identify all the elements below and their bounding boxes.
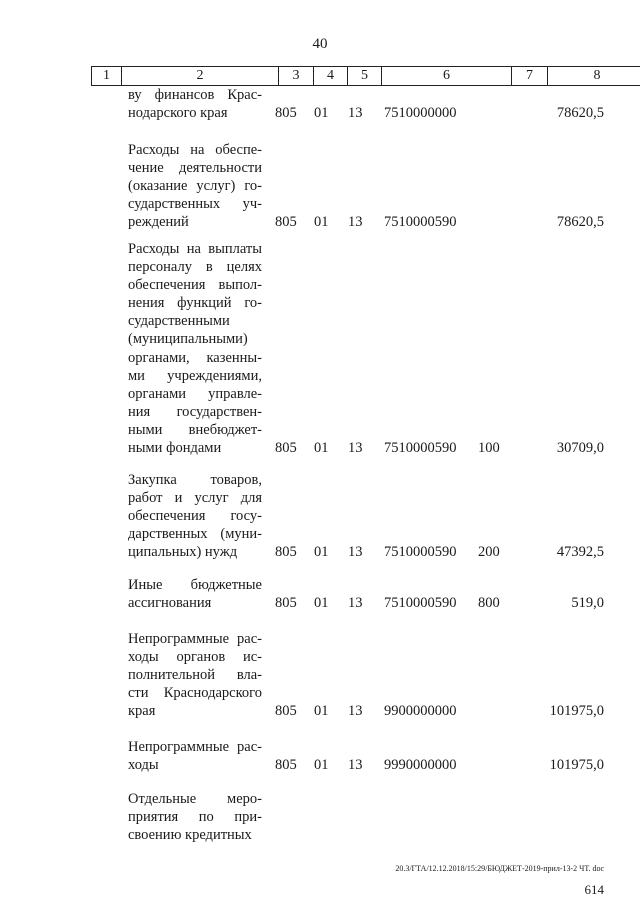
row-name-line: ными фондами — [128, 440, 222, 457]
header-col-1: 1 — [92, 67, 122, 85]
cell-col-4: 01 — [314, 440, 329, 457]
header-col-8: 8 — [593, 68, 601, 83]
header-col-4: 4 — [314, 67, 348, 85]
row-name-line: (оказание услуг) го- — [128, 178, 262, 195]
page-number: 40 — [312, 36, 328, 52]
row-name-line: ходы органов ис- — [128, 649, 262, 666]
cell-col-7: 800 — [478, 595, 500, 612]
header-col-6: 6 — [382, 67, 512, 85]
row-name-line: сударственных уч- — [128, 196, 262, 213]
row-name-line: ципальных) нужд — [128, 544, 238, 561]
cell-col-8: 47392,5 — [556, 544, 604, 561]
cell-col-8: 78620,5 — [556, 214, 604, 231]
row-name-line: Непрограммные рас- — [128, 739, 262, 755]
row-name-line: нодарского края — [128, 105, 228, 122]
row-name-line: нения функций го- — [128, 295, 262, 312]
cell-col-4: 01 — [314, 703, 329, 720]
header-col-5: 5 — [348, 67, 382, 85]
header-col-2: 2 — [122, 67, 279, 85]
row-name — [128, 630, 262, 720]
cell-col-6: 7510000590 — [384, 440, 457, 457]
cell-col-3: 805 — [275, 703, 297, 720]
row-name-line: обеспечения выпол- — [128, 277, 262, 294]
cell-col-8: 101975,0 — [549, 757, 604, 774]
cell-col-4: 01 — [314, 214, 329, 231]
row-name-line: Закупка товаров, — [128, 472, 262, 488]
row-name-line: края — [128, 703, 156, 720]
cell-col-6: 9990000000 — [384, 757, 457, 774]
row-name-line: Расходы на обеспе- — [128, 142, 262, 158]
cell-col-8: 78620,5 — [556, 105, 604, 122]
row-name-line: Расходы на выплаты — [128, 241, 262, 257]
cell-col-4: 01 — [314, 595, 329, 612]
row-name-line: сударственными — [128, 313, 230, 330]
cell-col-5: 13 — [348, 214, 363, 231]
cell-col-4: 01 — [314, 544, 329, 561]
row-name — [128, 790, 262, 844]
header-col-7: 7 — [512, 67, 548, 85]
row-name-line: чение деятельности — [128, 160, 262, 177]
row-name-line: дарственных (муни- — [128, 526, 262, 543]
header-col-3: 3 — [279, 67, 314, 85]
cell-col-3: 805 — [275, 440, 297, 457]
cell-col-8: 30709,0 — [556, 440, 604, 457]
row-name-line: обеспечения госу- — [128, 508, 262, 525]
cell-col-5: 13 — [348, 595, 363, 612]
cell-col-8: 519,0 — [571, 595, 604, 612]
row-name-line: работ и услуг для — [128, 490, 262, 507]
row-name-line: реждений — [128, 214, 189, 231]
cell-col-5: 13 — [348, 105, 363, 122]
row-name-line: (муниципальными) — [128, 331, 248, 348]
table-header — [91, 66, 640, 86]
cell-col-5: 13 — [348, 440, 363, 457]
cell-col-7: 200 — [478, 544, 500, 561]
row-name — [128, 576, 262, 612]
row-name-line: органами, казенны- — [128, 349, 262, 366]
cell-col-3: 805 — [275, 595, 297, 612]
cell-col-4: 01 — [314, 757, 329, 774]
row-name-line: ву финансов Крас- — [128, 87, 262, 103]
cell-col-7: 100 — [478, 440, 500, 457]
cell-col-3: 805 — [275, 214, 297, 231]
row-name-line: ассигнования — [128, 595, 212, 612]
row-name-line: Отдельные меро- — [128, 791, 262, 807]
row-name-line: персоналу в целях — [128, 259, 262, 276]
row-name-line: сти Краснодарского — [128, 685, 262, 702]
cell-col-6: 7510000590 — [384, 214, 457, 231]
row-name — [128, 86, 262, 122]
row-name-line: органами управле- — [128, 385, 262, 402]
cell-col-5: 13 — [348, 703, 363, 720]
row-name-line: приятия по при- — [128, 809, 262, 826]
cell-col-8: 101975,0 — [549, 703, 604, 720]
document-file-code: 20.3/ГТА/12.12.2018/15:29/БЮДЖЕТ-2019-прил-13-2 ЧТ. doc — [395, 864, 604, 873]
cell-col-3: 805 — [275, 757, 297, 774]
cell-col-3: 805 — [275, 544, 297, 561]
cell-col-6: 7510000590 — [384, 595, 457, 612]
row-name — [128, 738, 262, 774]
row-name-line: Непрограммные рас- — [128, 631, 262, 647]
cell-col-3: 805 — [275, 105, 297, 122]
row-name-line: полнительной вла- — [128, 667, 262, 684]
cell-col-6: 7510000590 — [384, 544, 457, 561]
row-name-line: ными внебюджет- — [128, 421, 262, 438]
cell-col-6: 9900000000 — [384, 703, 457, 720]
row-name — [128, 141, 262, 231]
cell-col-6: 7510000000 — [384, 105, 457, 122]
sheet-number: 614 — [584, 882, 604, 897]
row-name-line: Иные бюджетные — [128, 577, 262, 593]
row-name — [128, 471, 262, 561]
cell-col-4: 01 — [314, 105, 329, 122]
row-name-line: ми учреждениями, — [128, 367, 262, 384]
cell-col-5: 13 — [348, 544, 363, 561]
row-name — [128, 240, 262, 457]
row-name-line: своению кредитных — [128, 827, 252, 844]
row-name-line: ния государствен- — [128, 403, 262, 420]
row-name-line: ходы — [128, 757, 159, 774]
cell-col-5: 13 — [348, 757, 363, 774]
